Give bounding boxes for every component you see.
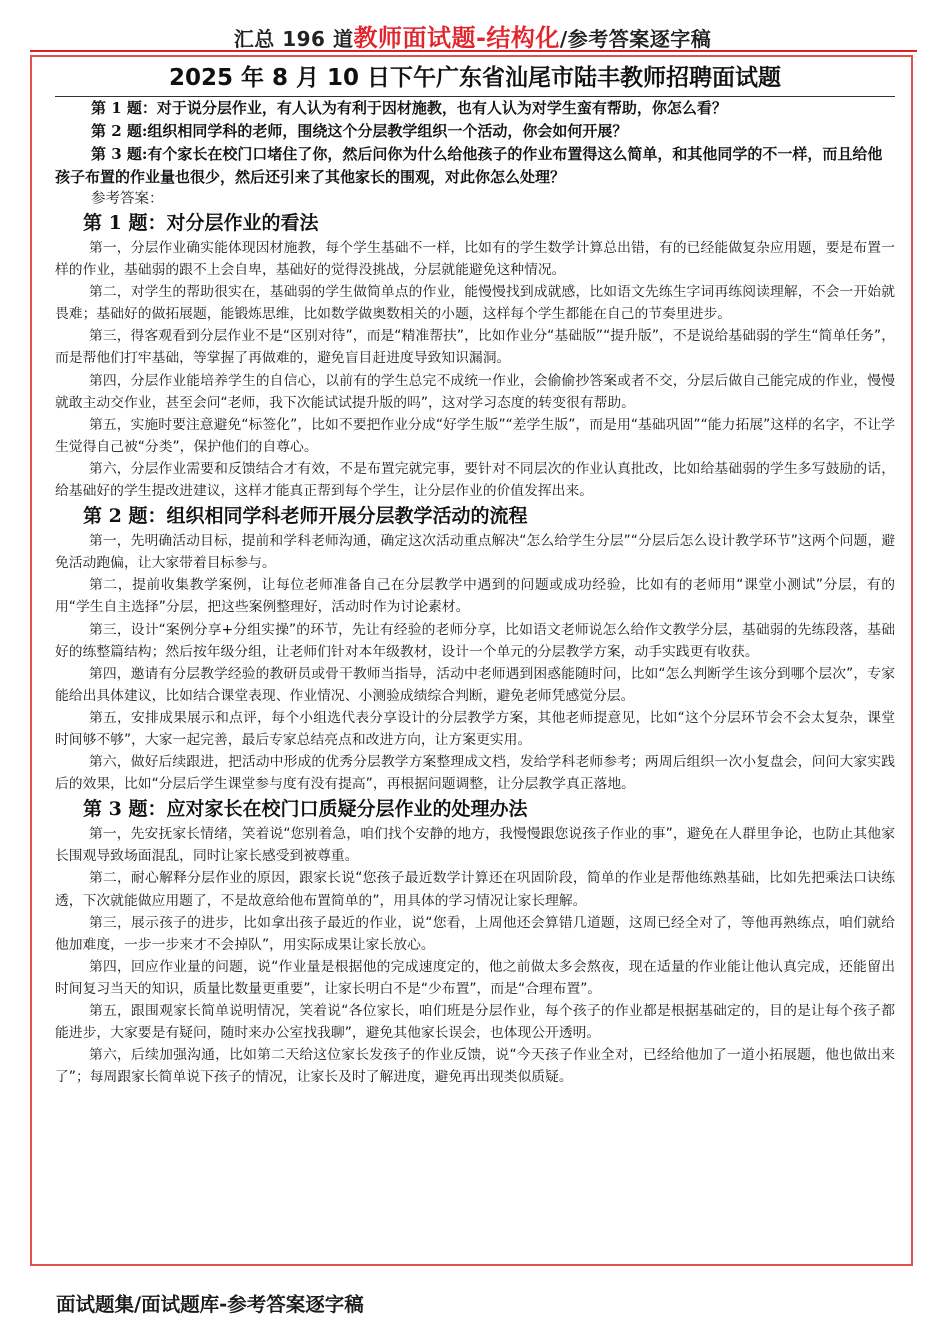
header-suffix: /参考答案逐字稿 bbox=[559, 27, 712, 51]
answer-paragraph: 第四，回应作业量的问题，说“作业量是根据他的完成速度定的，他之前做太多会熬夜，现在适量的作业能让他认真完成，还能留出时间复习当天的知识，质量比数量更重要”，让家长明白不是“少布置”，而是“合理布置”。 bbox=[55, 958, 895, 997]
answer-paragraph: 第三，设计“案例分享+分组实操”的环节，先让有经验的老师分享，比如语文老师说怎么给作文教学分层，基础弱的先练段落，基础好的练整篇结构；然后按年级分组，让老师们针对本年级教材，设计一个单元的分层教学方案，动手实践更有收获。 bbox=[55, 621, 895, 660]
answer-paragraph: 第二，对学生的帮助很实在，基础弱的学生做简单点的作业，能慢慢找到成就感，比如语文先练生字词再练阅读理解，不会一开始就畏难；基础好的做拓展题，能锻炼思维，比如数学做奥数相关的小题，这样每个学生都能在自己的节奏里进步。 bbox=[55, 284, 895, 323]
answer-section-3 bbox=[55, 795, 895, 1088]
question-3: 第 3 题:有个家长在校门口堵住了你，然后问你为什么给他孩子的作业布置得这么简单，和其他同学的不一样，而且给他孩子布置的作业量也很少，然后还引来了其他家长的围观，对此你怎么处理？ bbox=[55, 145, 883, 186]
question-1: 第 1 题：对于说分层作业，有人认为有利于因材施教，也有人认为对学生蛮有帮助，你怎么看？ bbox=[91, 99, 727, 117]
document-title: 2025 年 8 月 10 日下午广东省汕尾市陆丰教师招聘面试题 bbox=[55, 62, 895, 97]
page-header bbox=[0, 18, 945, 53]
question-2: 第 2 题:组织相同学科的老师，围绕这个分层教学组织一个活动，你会如何开展？ bbox=[91, 122, 628, 140]
answer-paragraph: 第六，分层作业需要和反馈结合才有效，不是布置完就完事，要针对不同层次的作业认真批改，比如给基础弱的学生多写鼓励的话，给基础好的学生提改进建议，这样才能真正帮到每个学生，让分层作业的价值发挥出来。 bbox=[55, 460, 895, 500]
answer-paragraph: 第四，邀请有分层教学经验的教研员或骨干教师当指导，活动中老师遇到困惑能随时问，比如“怎么判断学生该分到哪个层次”，专家能给出具体建议，比如结合课堂表现、作业情况、小测验成绩综合判断，避免老师凭感觉分层。 bbox=[55, 665, 895, 704]
answer-paragraph: 第二，耐心解释分层作业的原因，跟家长说“您孩子最近数学计算还在巩固阶段，简单的作业是帮他练熟基础，比如先把乘法口诀练透，下次就能做应用题了，不是故意给他布置简单的”，用具体的学习情况让家长理解。 bbox=[55, 870, 895, 909]
answer-paragraph: 第一，分层作业确实能体现因材施教，每个学生基础不一样，比如有的学生数学计算总出错，有的已经能做复杂应用题，要是布置一样的作业，基础弱的跟不上会自卑，基础好的觉得没挑战，分层就能避免这种情况。 bbox=[55, 240, 895, 279]
header-divider bbox=[30, 50, 917, 52]
answer-paragraph: 第六，后续加强沟通，比如第二天给这位家长发孩子的作业反馈，说“今天孩子作业全对，已经给他加了一道小拓展题，他也做出来了”；每周跟家长简单说下孩子的情况，让家长及时了解进度，避免再出现类似质疑。 bbox=[55, 1047, 895, 1086]
answer-paragraph: 第五，跟围观家长简单说明情况，笑着说“各位家长，咱们班是分层作业，每个孩子的作业都是根据基础定的，目的是让每个孩子都能进步，大家要是有疑问，随时来办公室找我聊”，避免其他家长误会，也体现公开透明。 bbox=[55, 1003, 895, 1042]
document-body bbox=[55, 62, 895, 1088]
header-highlight: 教师面试题-结构化 bbox=[353, 24, 560, 52]
answer-paragraph: 第三，展示孩子的进步，比如拿出孩子最近的作业，说“您看，上周他还会算错几道题，这周已经全对了，等他再熟练点，咱们就给他加难度，一步一步来才不会掉队”，用实际成果让家长放心。 bbox=[55, 914, 895, 953]
answer-paragraph: 第一，先安抚家长情绪，笑着说“您别着急，咱们找个安静的地方，我慢慢跟您说孩子作业的事”，避免在人群里争论，也防止其他家长围观导致场面混乱，同时让家长感受到被尊重。 bbox=[55, 826, 895, 865]
answer-paragraph: 第四，分层作业能培养学生的自信心，以前有的学生总完不成统一作业，会偷偷抄答案或者不交，分层后做自己能完成的作业，慢慢就敢主动交作业，甚至会问“老师，我下次能试试提升版的吗”，这对学习态度的转变很有帮助。 bbox=[55, 372, 895, 411]
page-footer: 面试题集/面试题库-参考答案逐字稿 bbox=[56, 1293, 364, 1316]
answer-paragraph: 第一，先明确活动目标，提前和学科老师沟通，确定这次活动重点解决“怎么给学生分层”“分层后怎么设计教学环节”这两个问题，避免活动跑偏，让大家带着目标参与。 bbox=[55, 533, 895, 572]
answer-section-2 bbox=[55, 502, 895, 795]
section-title: 第 1 题：对分层作业的看法 bbox=[83, 212, 319, 234]
answer-paragraph: 第二，提前收集教学案例，让每位老师准备自己在分层教学中遇到的问题或成功经验，比如有的老师用“课堂小测试”分层，有的用“学生自主选择”分层，把这些案例整理好，活动时作为讨论素材。 bbox=[55, 577, 895, 616]
answer-section-1 bbox=[55, 209, 895, 502]
section-title: 第 3 题：应对家长在校门口质疑分层作业的处理办法 bbox=[83, 798, 528, 821]
section-title: 第 2 题：组织相同学科老师开展分层教学活动的流程 bbox=[83, 505, 528, 528]
header-prefix: 汇总 196 道 bbox=[233, 27, 354, 51]
reference-label: 参考答案： bbox=[91, 191, 164, 207]
answer-paragraph: 第五，实施时要注意避免“标签化”，比如不要把作业分成“好学生版”“差学生版”，而是用“基础巩固”“能力拓展”这样的名字，不让学生觉得自己被“分类”，保护他们的自尊心。 bbox=[55, 416, 895, 455]
answer-paragraph: 第三，得客观看到分层作业不是“区别对待”，而是“精准帮扶”，比如作业分“基础版”“提升版”，不是说给基础弱的学生“简单任务”，而是帮他们打牢基础，等掌握了再做难的，避免盲目赶进度导致知识漏洞。 bbox=[55, 328, 895, 367]
answer-paragraph: 第五，安排成果展示和点评，每个小组选代表分享设计的分层教学方案，其他老师提意见，比如“这个分层环节会不会太复杂，课堂时间够不够”，大家一起完善，最后专家总结亮点和改进方向，让方案更实用。 bbox=[55, 709, 895, 748]
answer-paragraph: 第六，做好后续跟进，把活动中形成的优秀分层教学方案整理成文档，发给学科老师参考；两周后组织一次小复盘会，问问大家实践后的效果，比如“分层后学生课堂参与度有没有提高”，再根据问题调整，让分层教学真正落地。 bbox=[55, 754, 895, 793]
